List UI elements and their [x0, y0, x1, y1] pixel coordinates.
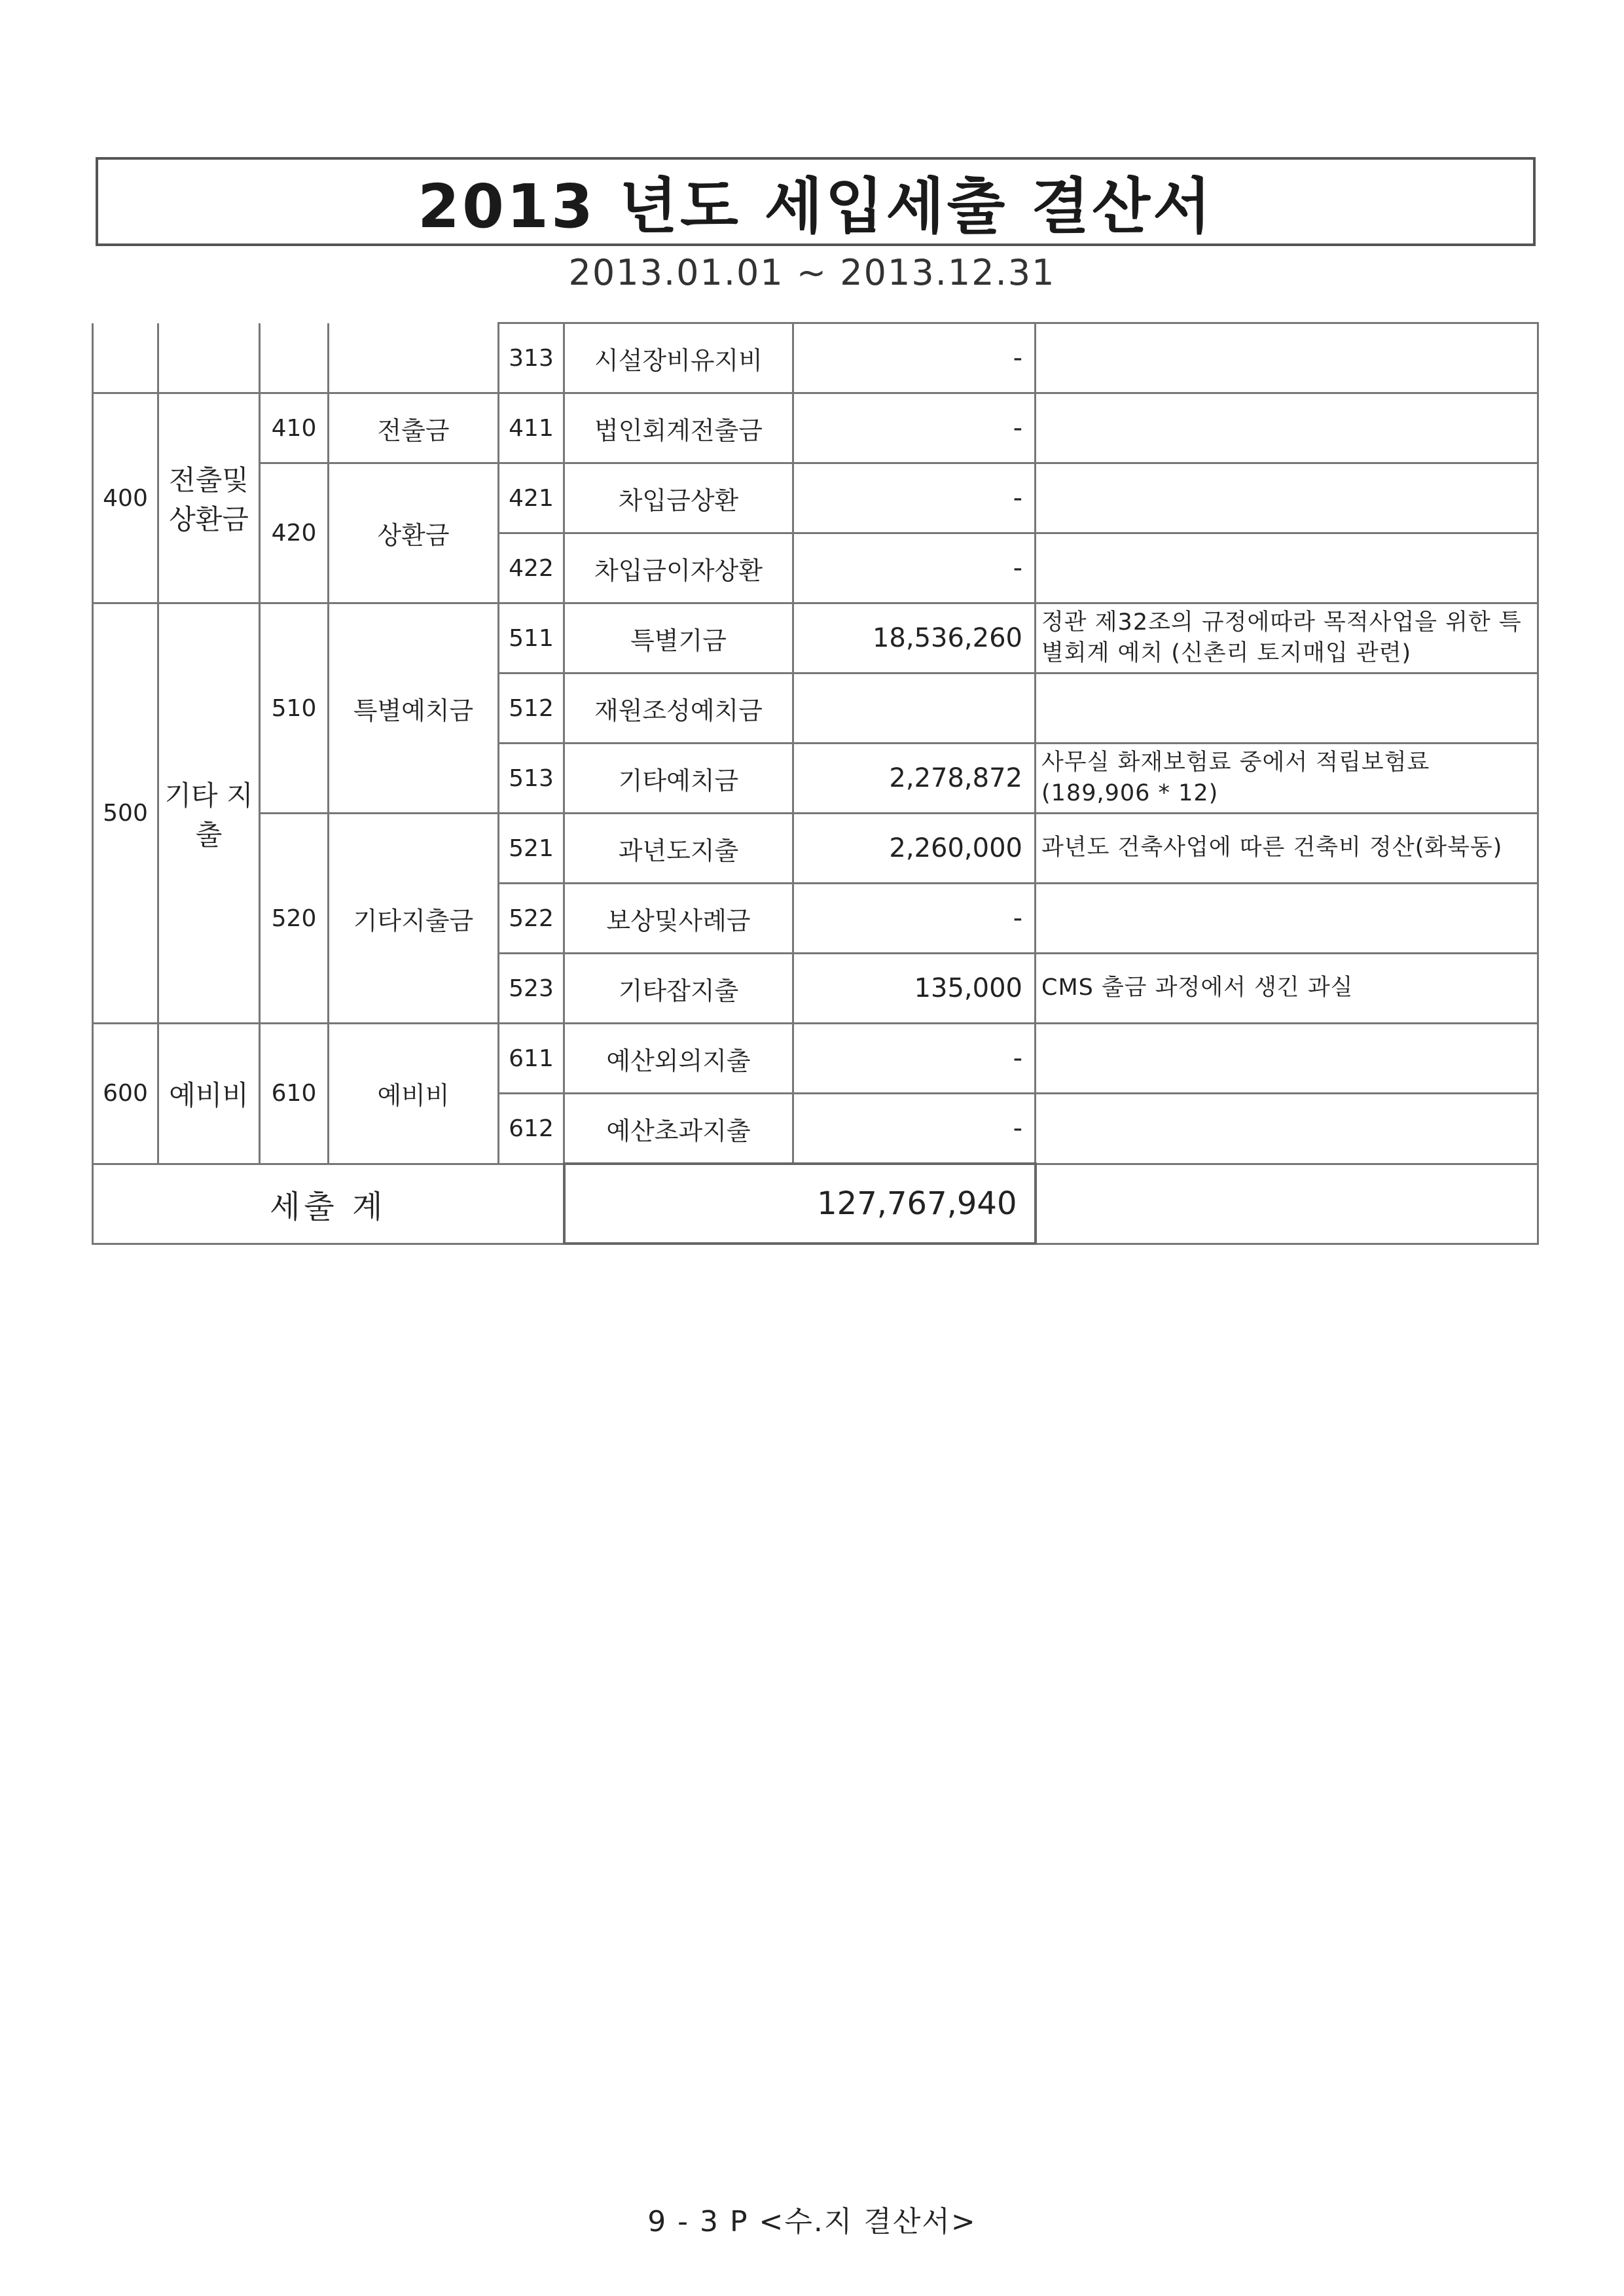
section-code-cell — [93, 323, 158, 393]
item-name: 보상및사례금 — [564, 884, 793, 954]
total-row — [93, 1164, 1538, 1244]
table-row — [93, 1024, 1538, 1094]
item-amount: 18,536,260 — [793, 603, 1036, 673]
item-amount: - — [793, 884, 1036, 954]
item-amount: 2,260,000 — [793, 814, 1036, 884]
item-note — [1036, 1094, 1538, 1164]
table-row — [93, 814, 1538, 884]
group-name: 기타지출금 — [329, 814, 499, 1024]
item-amount: 135,000 — [793, 954, 1036, 1024]
period: 2013.01.01 ~ 2013.12.31 — [568, 252, 1056, 293]
document-title: 2013 년도 세입세출 결산서 — [418, 171, 1214, 242]
item-note: 과년도 건축사업에 따른 건축비 정산(화북동) — [1036, 814, 1538, 884]
title-box — [96, 157, 1536, 246]
section-name: 전출및 상환금 — [158, 393, 260, 603]
item-name: 차입금이자상환 — [564, 533, 793, 603]
expenditure-table — [92, 322, 1539, 1245]
item-name: 예산초과지출 — [564, 1094, 793, 1164]
item-note — [1036, 1024, 1538, 1094]
item-amount: - — [793, 533, 1036, 603]
item-code: 512 — [499, 673, 564, 744]
group-name: 특별예치금 — [329, 603, 499, 814]
item-note: 정관 제32조의 규정에따라 목적사업을 위한 특별회계 예치 (신촌리 토지매입 관련) — [1036, 603, 1538, 673]
item-code: 411 — [499, 393, 564, 463]
item-code: 513 — [499, 744, 564, 814]
item-name: 예산외의지출 — [564, 1024, 793, 1094]
total-label: 세출 계 — [93, 1164, 564, 1244]
section-code: 600 — [93, 1024, 158, 1164]
item-note — [1036, 463, 1538, 533]
item-code: 523 — [499, 954, 564, 1024]
group-code: 520 — [260, 814, 329, 1024]
item-amount: 2,278,872 — [793, 744, 1036, 814]
item-code: 612 — [499, 1094, 564, 1164]
table-row — [93, 323, 1538, 393]
item-amount: - — [793, 323, 1036, 393]
item-note — [1036, 884, 1538, 954]
table-row — [93, 463, 1538, 533]
item-name: 재원조성예치금 — [564, 673, 793, 744]
item-note — [1036, 323, 1538, 393]
item-amount: - — [793, 1094, 1036, 1164]
group-code: 510 — [260, 603, 329, 814]
item-code: 511 — [499, 603, 564, 673]
item-code: 422 — [499, 533, 564, 603]
group-code: 610 — [260, 1024, 329, 1164]
item-name: 과년도지출 — [564, 814, 793, 884]
group-name-cell — [329, 323, 499, 393]
section-name: 예비비 — [158, 1024, 260, 1164]
item-code: 611 — [499, 1024, 564, 1094]
item-amount: - — [793, 463, 1036, 533]
item-note — [1036, 533, 1538, 603]
total-amount: 127,767,940 — [564, 1164, 1036, 1244]
item-note — [1036, 393, 1538, 463]
group-code: 420 — [260, 463, 329, 603]
item-name: 시설장비유지비 — [564, 323, 793, 393]
item-code: 521 — [499, 814, 564, 884]
item-note: 사무실 화재보험료 중에서 적립보험료 (189,906 * 12) — [1036, 744, 1538, 814]
item-amount — [793, 673, 1036, 744]
item-code: 421 — [499, 463, 564, 533]
item-name: 기타잡지출 — [564, 954, 793, 1024]
section-name: 기타 지출 — [158, 603, 260, 1024]
item-code: 313 — [499, 323, 564, 393]
group-name: 상환금 — [329, 463, 499, 603]
item-name: 특별기금 — [564, 603, 793, 673]
item-amount: - — [793, 1024, 1036, 1094]
page-footer: 9 - 3 P <수.지 결산서> — [647, 2205, 977, 2238]
section-code: 400 — [93, 393, 158, 603]
group-code: 410 — [260, 393, 329, 463]
item-amount: - — [793, 393, 1036, 463]
table-row — [93, 393, 1538, 463]
item-name: 기타예치금 — [564, 744, 793, 814]
item-code: 522 — [499, 884, 564, 954]
section-name-cell — [158, 323, 260, 393]
item-name: 법인회계전출금 — [564, 393, 793, 463]
total-note — [1036, 1164, 1538, 1244]
group-name: 예비비 — [329, 1024, 499, 1164]
item-name: 차입금상환 — [564, 463, 793, 533]
item-note — [1036, 673, 1538, 744]
group-code-cell — [260, 323, 329, 393]
group-name: 전출금 — [329, 393, 499, 463]
table-row — [93, 603, 1538, 673]
item-note: CMS 출금 과정에서 생긴 과실 — [1036, 954, 1538, 1024]
section-code: 500 — [93, 603, 158, 1024]
